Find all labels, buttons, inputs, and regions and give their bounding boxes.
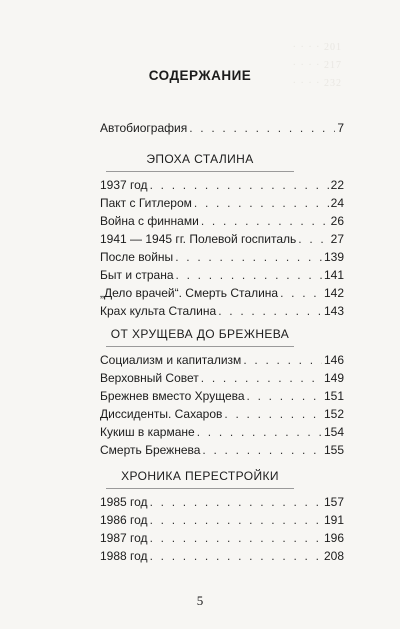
toc-entry [100,211,344,229]
dot-leader [150,530,322,546]
contents-title: СОДЕРЖАНИЕ [148,68,252,83]
toc-entry-page: 157 [323,495,344,509]
toc-entry-label: Крах культа Сталина [100,304,217,318]
toc-entry-page: 142 [323,286,344,300]
toc-entry-label: Автобиография [100,121,188,135]
toc-entry [100,492,344,510]
section-rule [106,171,294,172]
toc-entry [100,301,344,319]
toc-entry-page: 152 [323,407,344,421]
toc-entry-page: 154 [323,425,344,439]
toc-entry-label: 1937 год [100,178,148,192]
toc-entry [100,193,344,211]
toc-entry-label: 1986 год [100,513,148,527]
toc-entry-page: 22 [330,178,344,192]
toc-entry-label: 1941 — 1945 гг. Полевой госпиталь [100,232,297,246]
dot-leader [197,424,322,440]
dot-leader [202,442,322,458]
toc-entry [100,404,344,422]
section-rule [106,488,294,489]
toc-entry-label: Диссиденты. Сахаров [100,407,223,421]
toc-entry-label: 1985 год [100,495,148,509]
toc-entry-label: Кукиш в кармане [100,425,195,439]
toc-entry [100,118,344,136]
dot-leader [298,231,328,247]
dot-leader [176,267,322,283]
toc-entry-page: 27 [330,232,344,246]
section-title: ЭПОХА СТАЛИНА [146,152,254,166]
show-through-mark: · · · · 201 [292,42,342,53]
toc-entry [100,283,344,301]
dot-leader [224,406,322,422]
toc-entry-label: После войны [100,250,174,264]
toc-entry-label: Социализм и капитализм [100,353,242,367]
toc-entry-page: 141 [323,268,344,282]
toc-entry-page: 191 [323,513,344,527]
toc-entry-page: 149 [323,371,344,385]
toc-entry-label: 1987 год [100,531,148,545]
toc-entry [100,247,344,265]
section-title: ОТ ХРУЩЕВА ДО БРЕЖНЕВА [110,327,290,341]
toc-entry-label: 1988 год [100,549,148,563]
toc-entry-page: 208 [323,549,344,563]
toc-entry-label: Верховный Совет [100,371,199,385]
dot-leader [243,352,322,368]
toc-entry [100,422,344,440]
toc-entry-page: 7 [337,121,344,135]
toc-entry-page: 143 [323,304,344,318]
dot-leader [201,213,329,229]
dot-leader [189,120,335,136]
toc-entry-label: Быт и страна [100,268,174,282]
show-through-mark: · · · · 217 [292,60,342,71]
dot-leader [218,303,322,319]
toc-entry-label: Смерть Брежнева [100,443,201,457]
dot-leader [194,195,329,211]
dot-leader [247,388,322,404]
show-through-mark: · · · · 232 [292,78,342,89]
toc-entry [100,229,344,247]
toc-entry-label: Война с финнами [100,214,199,228]
toc-entry-label: Брежнев вместо Хрущева [100,389,245,403]
dot-leader [150,548,322,564]
toc-entry [100,175,344,193]
toc-entry [100,350,344,368]
section-rule [106,346,294,347]
toc-entry-page: 139 [323,250,344,264]
page-number: 5 [196,593,204,608]
dot-leader [150,494,322,510]
toc-entry-label: Пакт с Гитлером [100,196,192,210]
toc-entry-label: „Дело врачей“. Смерть Сталина [100,286,279,300]
dot-leader [150,512,322,528]
toc-entry [100,510,344,528]
toc-entry-page: 146 [323,353,344,367]
toc-entry-page: 151 [323,389,344,403]
dot-leader [150,177,329,193]
toc-entry [100,528,344,546]
toc-entry-page: 196 [323,531,344,545]
toc-entry [100,546,344,564]
toc-entry [100,265,344,283]
toc-entry [100,386,344,404]
dot-leader [175,249,322,265]
section-title: ХРОНИКА ПЕРЕСТРОЙКИ [121,469,279,483]
toc-entry [100,440,344,458]
toc-entry [100,368,344,386]
toc-entry-page: 24 [330,196,344,210]
toc-entry-page: 155 [323,443,344,457]
dot-leader [280,285,322,301]
toc-entry-page: 26 [330,214,344,228]
dot-leader [201,370,322,386]
